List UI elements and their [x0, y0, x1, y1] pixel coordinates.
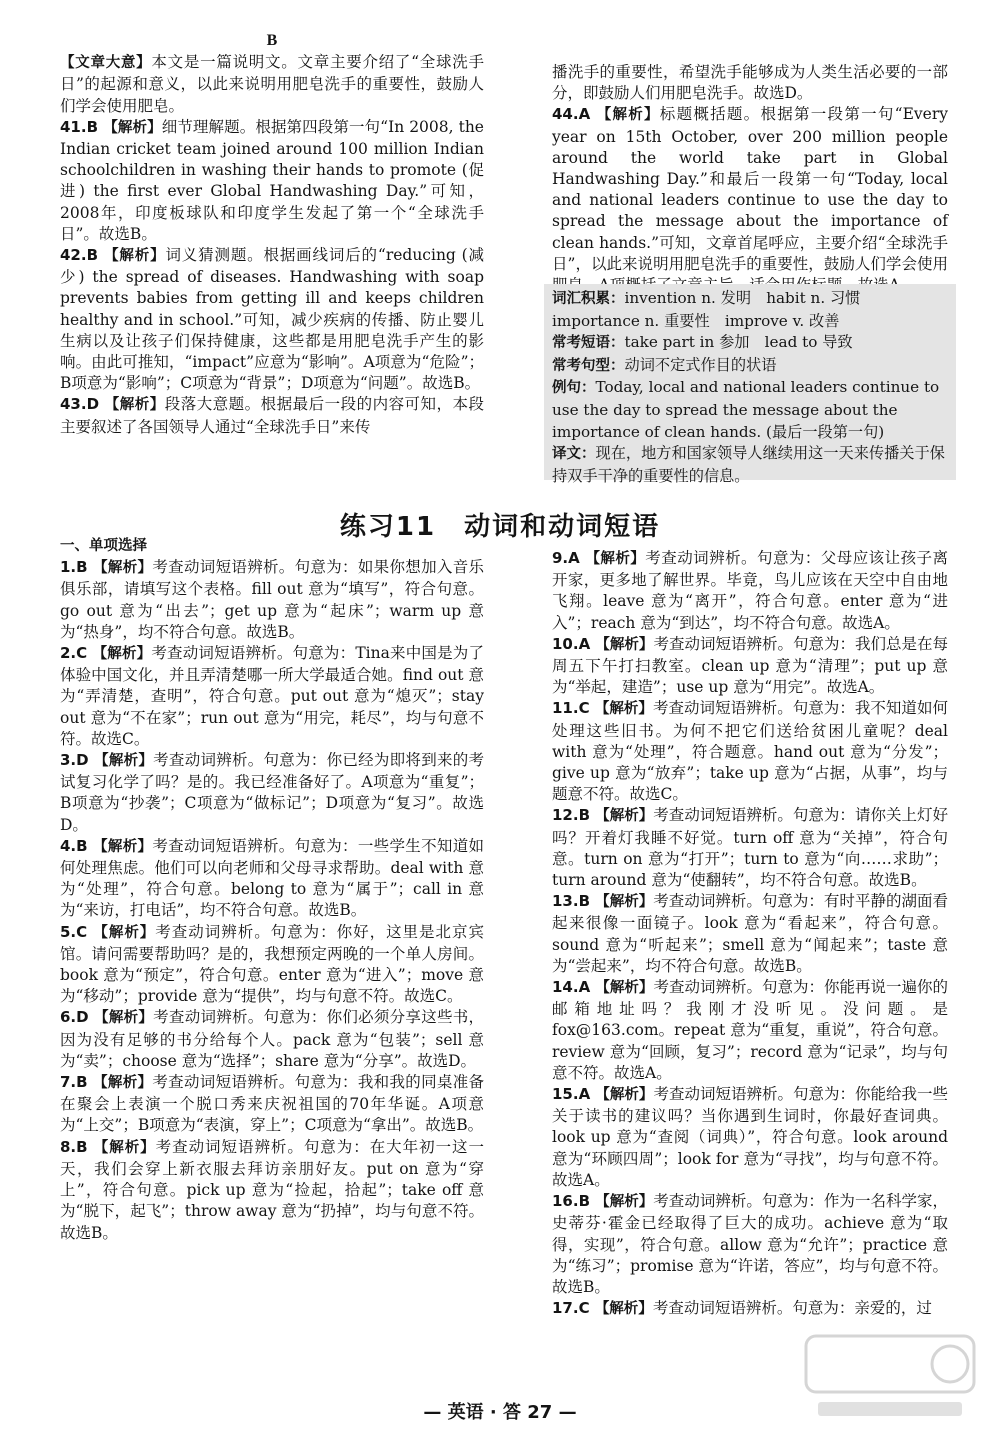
right-answer-list — [552, 548, 948, 1320]
analysis-tag: 【解析】 — [104, 248, 166, 265]
answer-item — [60, 750, 484, 836]
section-heading: 一、单项选择 — [60, 538, 147, 554]
answer-text: 考查动词辨析。句意为：你能再说一遍你的邮箱地址吗？我刚才没听见。没问题。是fox@163.com。repeat 意为“重复，重说”，符合句意。review 意为“回顾，复习”；record 意为“记录”，均与句意不符。故选A。 — [552, 978, 949, 1082]
answer-text: 考查动词短语辨析。句意为：请你关上灯好吗？开着灯我睡不好觉。turn off 意为“关掉”，符合句意。turn on 意为“打开”；turn to 意为“向……求助”；turn around 意为“使翻转”，均不符合句意。故选B。 — [552, 806, 948, 890]
analysis-tag: 【解析】 — [595, 636, 654, 653]
answer-item — [60, 245, 484, 394]
page-footer: — 英语 · 答 27 — — [423, 1402, 577, 1423]
answer-item — [552, 805, 948, 891]
analysis-tag: 【解析】 — [94, 1010, 154, 1027]
answer-item — [60, 1007, 484, 1072]
top-right-items — [552, 104, 948, 296]
watermark-logo — [800, 1328, 980, 1424]
example-text: Today, local and national leaders continue to use the day to spread the message about the importance of clean hands. (最后一段第一句) — [552, 378, 940, 441]
phrase-row — [552, 332, 950, 355]
watermark-icon — [800, 1328, 980, 1424]
vocab-row-1 — [552, 288, 950, 311]
answer-item — [552, 891, 948, 977]
answer-text: 考查动词短语辨析。句意为：如果你想加入音乐俱乐部，请填写这个表格。fill out 意为“填写”，符合句意。go out 意为“出去”；get up 意为“起床”；warm up 意为“热身”，均不符合句意。故选B。 — [60, 558, 484, 641]
analysis-tag: 【解析】 — [103, 119, 162, 136]
analysis-tag: 【解析】 — [595, 808, 654, 825]
analysis-tag: 【解析】 — [104, 397, 165, 414]
pattern-text: 动词不定式作目的状语 — [624, 355, 777, 374]
answer-number: 1.B — [60, 558, 94, 577]
answer-number: 16.B — [552, 1192, 596, 1211]
answer-text: 本文是一篇说明文。文章主要介绍了“全球洗手日”的起源和意义，以此来说明用肥皂洗手的重要性，鼓励人们学会使用肥皂。 — [60, 53, 484, 115]
answer-text: 段落大意题。根据最后一段的内容可知，本段主要叙述了各国领导人通过“全球洗手日”来传 — [60, 395, 485, 436]
answer-text: 考查动词短语辨析。句意为：在大年初一这一天，我们会穿上新衣服去拜访亲朋好友。put on 意为“穿上”，符合句意。pick up 意为“捡起，拾起”；take off 意为“脱下，起飞”；throw away 意为“扔掉”，均与句意不符。故选B。 — [60, 1137, 484, 1242]
analysis-tag: 【解析】 — [93, 1139, 156, 1156]
bottom-left-column — [60, 536, 484, 1244]
answer-number: 43.D — [60, 395, 105, 414]
answer-text: 考查动词辨析。句意为：你已经为即将到来的考试复习化学了吗？是的。我已经准备好了。A项意为“重复”；B项意为“抄袭”；C项意为“做标记”；D项意为“复习”。故选D。 — [60, 751, 484, 834]
answer-number: 5.C — [60, 922, 94, 941]
example-label: 例句： — [552, 380, 596, 397]
top-left-items — [60, 52, 484, 438]
analysis-tag: 【解析】 — [595, 980, 654, 997]
answer-number: 2.C — [60, 644, 93, 663]
analysis-tag: 【解析】 — [594, 1301, 653, 1318]
vocab-label: 词汇积累： — [552, 291, 625, 307]
answer-text: 细节理解题。根据第四段第一句“In 2008, the Indian cricket team joined around 100 million Indian schoolchildren in washing their hands to promote (促进) the first ever Global Handwashing Day.”可知，2008年，印度板球队和印度学生发起了第一个“全球洗手日”。故选B。 — [60, 117, 484, 243]
answer-item — [552, 1298, 948, 1320]
answer-text: 考查动词短语辨析。句意为：亲爱的，过 — [652, 1299, 932, 1318]
answer-number: 6.D — [60, 1008, 95, 1027]
answer-item — [60, 643, 484, 750]
answer-item — [552, 977, 948, 1084]
section-letter: B — [266, 32, 278, 49]
answer-item — [60, 1137, 484, 1244]
answer-number: 10.A — [552, 634, 596, 653]
answer-text: 考查动词短语辨析。句意为：你能给我一些关于读书的建议吗？当你遇到生词时，你最好查词典。look up 意为“查阅（词典）”，符合句意。look around 意为“环顾四周”；look for 意为“寻找”，均与句意不符。故选A。 — [552, 1085, 949, 1189]
answer-text: 考查动词辨析。句意为：你好，这里是北京宾馆。请问需要帮助吗？是的，我想预定两晚的一个单人房间。book 意为“预定”，符合句意。enter 意为“进入”；move 意为“移动”；provide 意为“提供”，均与句意不符。故选C。 — [60, 922, 484, 1006]
analysis-tag: 【解析】 — [594, 701, 653, 718]
answer-item — [552, 1084, 948, 1191]
answer-item — [60, 394, 484, 437]
top-right-column — [552, 62, 948, 296]
top-left-column — [60, 30, 484, 438]
analysis-tag: 【解析】 — [93, 560, 153, 577]
analysis-tag: 【解析】 — [93, 924, 156, 941]
answer-item — [552, 698, 948, 805]
vocab-box — [552, 288, 950, 487]
answer-text: 考查动词短语辨析。句意为：一些学生不知道如何处理焦虑。他们可以向老师和父母寻求帮助。deal with 意为“处理”，符合句意。belong to 意为“属于”；call in 意为“来访，打电话”，均不符合句意。故选B。 — [60, 836, 484, 920]
translation-row — [552, 443, 950, 487]
continued-text: 播洗手的重要性，希望洗手能够成为人类生活必要的一部分，即鼓励人们用肥皂洗手。故选D。 — [552, 63, 948, 103]
phrase-label: 常考短语： — [552, 335, 625, 352]
vocab-line-2: importance n. 重要性 improve v. 改善 — [552, 311, 840, 330]
vocab-row-2 — [552, 311, 950, 333]
answer-text: 考查动词短语辨析。句意为：Tina来中国是为了体验中国文化，并且弄清楚哪一所大学最适合她。find out 意为“弄清楚，查明”，符合句意。put out 意为“熄灭”；stay out 意为“不在家”；run out 意为“用完，耗尽”，均与句意不符。故选C。 — [60, 644, 484, 748]
answer-text: 考查动词短语辨析。句意为：我们总是在每周五下午打扫教室。clean up 意为“清理”；put up 意为“举起，建造”；use up 意为“用完”。故选A。 — [552, 634, 949, 697]
answer-text: 考查动词辨析。句意为：你们必须分享这些书，因为没有足够的书分给每个人。pack 意为“包装”；sell 意为“卖”；choose 意为“选择”；share 意为“分享”。故选D。 — [60, 1008, 484, 1070]
answer-number: 3.D — [60, 751, 95, 770]
vocab-line-1: invention n. 发明 habit n. 习惯 — [624, 289, 861, 307]
answer-number: 12.B — [552, 806, 596, 825]
answer-text: 词义猜测题。根据画线词后的“reducing (减少) the spread of diseases. Handwashing with soap prevents babies from getting ill and keeps children healthy and in school.”可知，减少疾病的传播、防止婴儿生病以及让孩子们保持健康，这些都是用肥皂洗手产生的影响。由此可推知，“impact”应意为“影响”。A项意为“危险”；B项意为“影响”；C项意为“背景”；D项意为“问题”。故选B。 — [60, 246, 485, 393]
answer-text: 考查动词辨析。句意为：有时平静的湖面看起来很像一面镜子。look 意为“看起来”，符合句意。sound 意为“听起来”；smell 意为“闻起来”；taste 意为“尝起来”，均不符合句意。故选B。 — [552, 892, 948, 975]
analysis-tag: 【解析】 — [93, 838, 153, 855]
answer-text: 考查动词辨析。句意为：作为一名科学家，史蒂芬·霍金已经取得了巨大的成功。achieve 意为“取得，实现”，符合句意。allow 意为“允许”；practice 意为“练习”；promise 意为“许诺，答应”，均与句意不符。故选B。 — [552, 1192, 948, 1296]
analysis-tag: 【解析】 — [585, 551, 646, 567]
answer-number: 13.B — [552, 892, 596, 911]
analysis-tag: 【解析】 — [92, 646, 152, 663]
answer-text: 考查动词短语辨析。句意为：我不知道如何处理这些旧书。为何不把它们送给贫困儿童呢？deal with 意为“处理”，符合题意。hand out 意为“分发”；give up 意为“放弃”；take up 意为“占据，从事”，均与题意不符。故选C。 — [552, 699, 948, 804]
answer-item — [552, 104, 948, 296]
answer-number: 4.B — [60, 836, 94, 855]
analysis-tag: 【解析】 — [595, 1194, 654, 1211]
answer-number: 14.A — [552, 978, 596, 997]
answer-item — [552, 1191, 948, 1298]
analysis-tag: 【解析】 — [94, 753, 154, 770]
analysis-tag: 【解析】 — [93, 1075, 153, 1092]
analysis-tag: 【解析】 — [595, 1087, 654, 1104]
answer-number: 17.C — [552, 1299, 595, 1318]
example-row — [552, 377, 950, 443]
exercise-title: 练习11 动词和动词短语 — [339, 512, 661, 542]
answer-item — [60, 922, 484, 1008]
answer-number: 15.A — [552, 1085, 596, 1104]
answer-number: 42.B — [60, 246, 105, 265]
translation-label: 译文： — [552, 446, 596, 463]
answer-number: 8.B — [60, 1137, 94, 1156]
phrase-text: take part in 参加 lead to 导致 — [624, 333, 853, 352]
answer-number: 7.B — [60, 1073, 94, 1092]
answer-item — [60, 117, 484, 245]
answer-item — [552, 634, 948, 699]
analysis-tag: 【解析】 — [595, 894, 654, 911]
answer-text: 考查动词短语辨析。句意为：我和我的同桌准备在聚会上表演一个脱口秀来庆祝祖国的70年华诞。A项意为“上交”；B项意为“表演，穿上”；C项意为“拿出”。故选B。 — [60, 1073, 484, 1135]
pattern-label: 常考句型： — [552, 357, 625, 374]
answer-text: 标题概括题。根据第一段第一句“Every year on 15th October, over 200 million people around the world take part in Global Handwashing Day.”和最后一段第一句“Today, local and national leaders continue to use the day to spread the message about the importance of clean hands.”可知，文章首尾呼应，主要介绍“全球洗手日”，以此来说明用肥皂洗手的重要性，鼓励人们学会使用 — [552, 105, 949, 273]
analysis-tag: 【解析】 — [596, 107, 660, 124]
answer-item — [60, 52, 484, 117]
translation-text: 现在，地方和国家领导人继续用这一天来传播关于保持双手干净的重要性的信息。 — [552, 444, 945, 485]
answer-item — [552, 548, 948, 634]
answer-text: 考查动词辨析。句意为：父母应该让孩子离开家，更多地了解世界。毕竟，鸟儿应该在天空中自由地飞翔。leave 意为“离开”，符合句意。enter 意为“进入”；reach 意为“到达”，均不符合句意。故选A。 — [552, 549, 949, 632]
answer-item — [60, 557, 484, 643]
answer-number: 44.A — [552, 105, 597, 124]
answer-number: 9.A — [552, 549, 586, 567]
answer-item — [60, 836, 484, 922]
answer-number: 41.B — [60, 117, 104, 136]
answer-number: 11.C — [552, 699, 595, 718]
left-answer-list — [60, 557, 484, 1244]
answer-item — [60, 1072, 484, 1137]
pattern-row — [552, 355, 950, 378]
bottom-right-column — [552, 548, 948, 1320]
analysis-tag: 【文章大意】 — [60, 55, 152, 72]
